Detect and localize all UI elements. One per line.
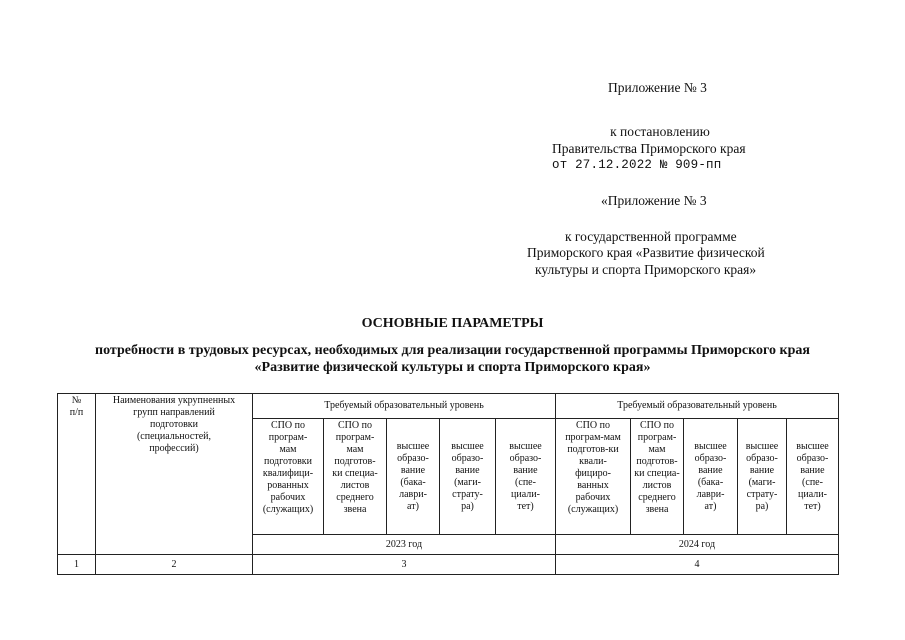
document-subtitle-line2: «Развитие физической культуры и спорта Приморского края» [254,360,651,375]
to-resolution-text: к постановлению [610,124,710,139]
resolution-date-number: от 27.12.2022 № 909-пп [552,158,722,172]
higher-bachelor-2023: высшее образо- вание (бака- лаври- ат) [387,419,440,535]
level-header-2024: Требуемый образовательный уровень [556,394,839,419]
document-title: ОСНОВНЫЕ ПАРАМЕТРЫ [361,316,544,331]
table-header-row [58,394,839,419]
year-2023: 2023 год [253,535,556,555]
col-number-3: 3 [253,555,556,575]
spo-specialists-2024: СПО по програм- мам подготов- ки специа- листов среднего звена [631,419,684,535]
col-number-2: 2 [96,555,253,575]
col-name-header: Наименования укрупненных групп направлений подготовки (специальностей, профессий) [96,394,253,555]
spo-workers-2024: СПО по програм-мам подготов-ки квали- фициро- ванных рабочих (служащих) [556,419,631,535]
col-number-4: 4 [556,555,839,575]
higher-master-2023: высшее образо- вание (маги- страту- ра) [440,419,496,535]
government-text: Правительства Приморского края [552,141,746,156]
level-header-2023: Требуемый образовательный уровень [253,394,556,419]
higher-master-2024: высшее образо- вание (маги- страту- ра) [738,419,787,535]
quoted-appendix-label: «Приложение № 3 [601,193,707,208]
program-name-line2: культуры и спорта Приморского края» [535,262,757,277]
col-number-1: 1 [58,555,96,575]
document-subtitle-line1: потребности в трудовых ресурсах, необходимых для реализации государственной программы Приморского края [95,343,810,358]
higher-bachelor-2024: высшее образо- вание (бака- лаври- ат) [684,419,738,535]
parameters-table [57,393,839,575]
spo-specialists-2023: СПО по програм- мам подготов- ки специа- листов среднего звена [324,419,387,535]
spo-workers-2023: СПО по програм- мам подготовки квалифици- рованных рабочих (служащих) [253,419,324,535]
col-number-header: № п/п [58,394,96,555]
table-column-numbers-row [58,555,839,575]
to-program-text: к государственной программе [565,229,737,244]
program-name-line1: Приморского края «Развитие физической [527,245,765,260]
higher-specialist-2024: высшее образо- вание (спе- циали- тет) [787,419,839,535]
appendix-label: Приложение № 3 [608,80,707,95]
higher-specialist-2023: высшее образо- вание (спе- циали- тет) [496,419,556,535]
year-2024: 2024 год [556,535,839,555]
